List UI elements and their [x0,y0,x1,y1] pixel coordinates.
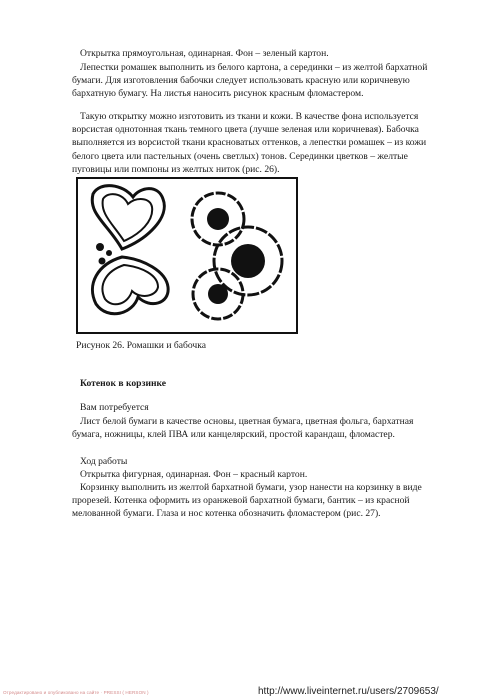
paragraph-5: Лист белой бумаги в качестве основы, цветная бумага, цветная фольга, бархатная бумага, ножницы, клей ПВА или канцелярский, простой карандаш, фломастер. [72,416,414,441]
paragraph-1: Открытка прямоугольная, одинарная. Фон – зеленый картон. [80,48,329,59]
paragraph-8: Корзинку выполнить из желтой бархатной бумаги, узор нанести на корзинку в виде прорезей. Котенка оформить из оранжевой бархатной бумаги, бантик – из красной мелованной бумаги. Глаза и нос котенка обозначить фломастером (рис. 27). [72,482,422,520]
footer-credit: Отредактировано и опубликовано на сайте · PRESSI ( HERSON ) [3,690,149,695]
paragraph-7: Открытка фигурная, одинарная. Фон – красный картон. [80,469,308,480]
butterfly-lower-wing-inner [102,265,158,304]
paragraph-6: Ход работы [80,456,128,467]
daisy-large [214,227,282,295]
butterfly-antenna-dot [99,258,106,265]
paragraph-4: Вам потребуется [80,402,149,413]
daisies-butterfly-illustration [78,179,296,332]
butterfly-antenna-dot [106,250,112,256]
butterfly-antenna-dot [96,243,104,251]
section-heading: Котенок в корзинке [80,378,167,389]
footer-url-link[interactable]: http://www.liveinternet.ru/users/2709653/ [258,686,439,697]
paragraph-3: Такую открытку можно изготовить из ткани и кожи. В качестве фона используется ворсистая однотонная ткань темного цвета (лучше зеленая или коричневая). Бабочка выполняется из ворсистой ткани красноватых оттенков, а лепестки ромашек – из кожи белого цвета или пастельных (очень светлых) тонов. Серединки цветков – желтые пуговицы или помпоны из желтых ниток (рис. 26). [72,111,427,175]
paragraph-2: Лепестки ромашек выполнить из белого картона, а серединки – из желтой бархатной бумаги. Для изготовления бабочки следует использовать красную или коричневую бархатную бумагу. На листья наносить рисунок красным фломастером. [72,62,428,100]
figure-caption: Рисунок 26. Ромашки и бабочка [76,340,207,351]
daisy-top [192,193,244,245]
figure-26 [76,177,298,334]
